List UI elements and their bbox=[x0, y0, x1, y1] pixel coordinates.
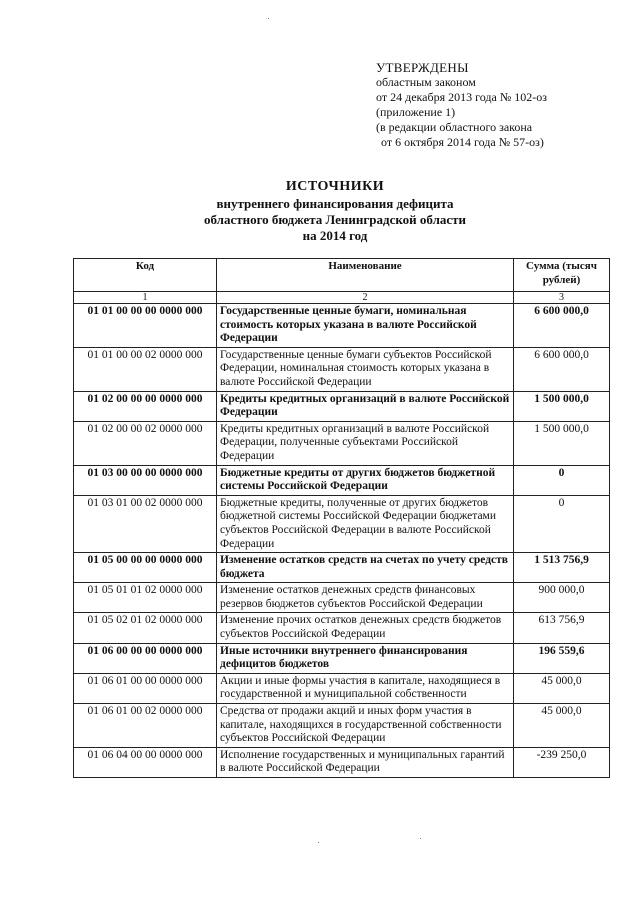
header-name: Наименование bbox=[217, 259, 514, 292]
cell-name: Кредиты кредитных организаций в валюте Российской Федерации bbox=[217, 391, 514, 421]
column-number: 3 bbox=[514, 292, 610, 304]
cell-sum: 45 000,0 bbox=[514, 673, 610, 703]
column-number-row bbox=[74, 292, 610, 304]
cell-sum: 6 600 000,0 bbox=[514, 347, 610, 391]
table-row bbox=[74, 673, 610, 703]
approval-line: от 24 декабря 2013 года № 102-оз bbox=[376, 90, 548, 104]
document-title bbox=[60, 178, 610, 244]
cell-code: 01 05 02 01 02 0000 000 bbox=[74, 613, 217, 643]
cell-sum: 900 000,0 bbox=[514, 583, 610, 613]
cell-code: 01 05 01 01 02 0000 000 bbox=[74, 583, 217, 613]
approval-heading: УТВЕРЖДЕНЫ bbox=[376, 60, 469, 75]
table-row bbox=[74, 421, 610, 465]
approval-line: от 6 октября 2014 года № 57-оз) bbox=[381, 135, 544, 149]
cell-name: Изменение остатков средств на счетах по учету средств бюджета bbox=[217, 553, 514, 583]
cell-code: 01 03 00 00 00 0000 000 bbox=[74, 465, 217, 495]
column-number: 2 bbox=[217, 292, 514, 304]
title-subtitle: областного бюджета Ленинградской области bbox=[203, 212, 467, 227]
cell-code: 01 01 00 00 02 0000 000 bbox=[74, 347, 217, 391]
title-year: на 2014 год bbox=[302, 228, 368, 243]
cell-name: Средства от продажи акций и иных форм участия в капитале, находящихся в государственной собственности субъектов Российской Федерации bbox=[217, 704, 514, 748]
cell-code: 01 06 01 00 00 0000 000 bbox=[74, 673, 217, 703]
cell-sum: 45 000,0 bbox=[514, 704, 610, 748]
table-row bbox=[74, 643, 610, 673]
approval-line: (в редакции областного закона bbox=[376, 120, 533, 134]
approval-line: (приложение 1) bbox=[376, 105, 456, 119]
cell-code: 01 01 00 00 00 0000 000 bbox=[74, 304, 217, 348]
cell-name: Иные источники внутреннего финансирования дефицитов бюджетов bbox=[217, 643, 514, 673]
title-subtitle: внутреннего финансирования дефицита bbox=[216, 196, 454, 211]
cell-sum: 1 500 000,0 bbox=[514, 421, 610, 465]
scan-speck bbox=[420, 838, 421, 839]
table-row bbox=[74, 583, 610, 613]
sources-table bbox=[73, 258, 610, 778]
table-row bbox=[74, 495, 610, 552]
header-code: Код bbox=[74, 259, 217, 292]
title-main: ИСТОЧНИКИ bbox=[285, 179, 385, 194]
cell-code: 01 06 04 00 00 0000 000 bbox=[74, 747, 217, 777]
cell-name: Изменение остатков денежных средств финансовых резервов бюджетов субъектов Российской Федерации bbox=[217, 583, 514, 613]
cell-sum: 0 bbox=[514, 465, 610, 495]
cell-code: 01 02 00 00 02 0000 000 bbox=[74, 421, 217, 465]
cell-sum: 1 500 000,0 bbox=[514, 391, 610, 421]
cell-name: Государственные ценные бумаги субъектов Российской Федерации, номинальная стоимость которых указана в валюте Российской Федерации bbox=[217, 347, 514, 391]
table-body bbox=[74, 304, 610, 778]
cell-sum: 613 756,9 bbox=[514, 613, 610, 643]
cell-sum: 0 bbox=[514, 495, 610, 552]
table-header-row bbox=[74, 259, 610, 292]
header-sum: Сумма (тысяч рублей) bbox=[514, 259, 610, 292]
cell-code: 01 03 01 00 02 0000 000 bbox=[74, 495, 217, 552]
cell-name: Бюджетные кредиты от других бюджетов бюджетной системы Российской Федерации bbox=[217, 465, 514, 495]
cell-sum: 6 600 000,0 bbox=[514, 304, 610, 348]
cell-code: 01 06 00 00 00 0000 000 bbox=[74, 643, 217, 673]
cell-name: Исполнение государственных и муниципальных гарантий в валюте Российской Федерации bbox=[217, 747, 514, 777]
table-row bbox=[74, 391, 610, 421]
cell-name: Акции и иные формы участия в капитале, находящиеся в государственной и муниципальной собственности bbox=[217, 673, 514, 703]
cell-sum: -239 250,0 bbox=[514, 747, 610, 777]
table-row bbox=[74, 304, 610, 348]
cell-name: Кредиты кредитных организаций в валюте Российской Федерации, полученные субъектами Российской Федерации bbox=[217, 421, 514, 465]
scan-speck bbox=[268, 18, 269, 19]
table-row bbox=[74, 704, 610, 748]
column-number: 1 bbox=[74, 292, 217, 304]
approval-line: областным законом bbox=[376, 75, 476, 89]
cell-sum: 196 559,6 bbox=[514, 643, 610, 673]
cell-name: Изменение прочих остатков денежных средств бюджетов субъектов Российской Федерации bbox=[217, 613, 514, 643]
cell-name: Государственные ценные бумаги, номинальная стоимость которых указана в валюте Российской Федерации bbox=[217, 304, 514, 348]
table-row bbox=[74, 613, 610, 643]
table-row bbox=[74, 465, 610, 495]
cell-name: Бюджетные кредиты, полученные от других бюджетов бюджетной системы Российской Федерации бюджетами субъектов Российской Федерации в валюте Российской Федерации bbox=[217, 495, 514, 552]
cell-code: 01 05 00 00 00 0000 000 bbox=[74, 553, 217, 583]
approval-block bbox=[376, 60, 626, 150]
table-row bbox=[74, 747, 610, 777]
cell-sum: 1 513 756,9 bbox=[514, 553, 610, 583]
scan-speck bbox=[318, 842, 319, 843]
table-row bbox=[74, 347, 610, 391]
cell-code: 01 02 00 00 00 0000 000 bbox=[74, 391, 217, 421]
cell-code: 01 06 01 00 02 0000 000 bbox=[74, 704, 217, 748]
table-row bbox=[74, 553, 610, 583]
